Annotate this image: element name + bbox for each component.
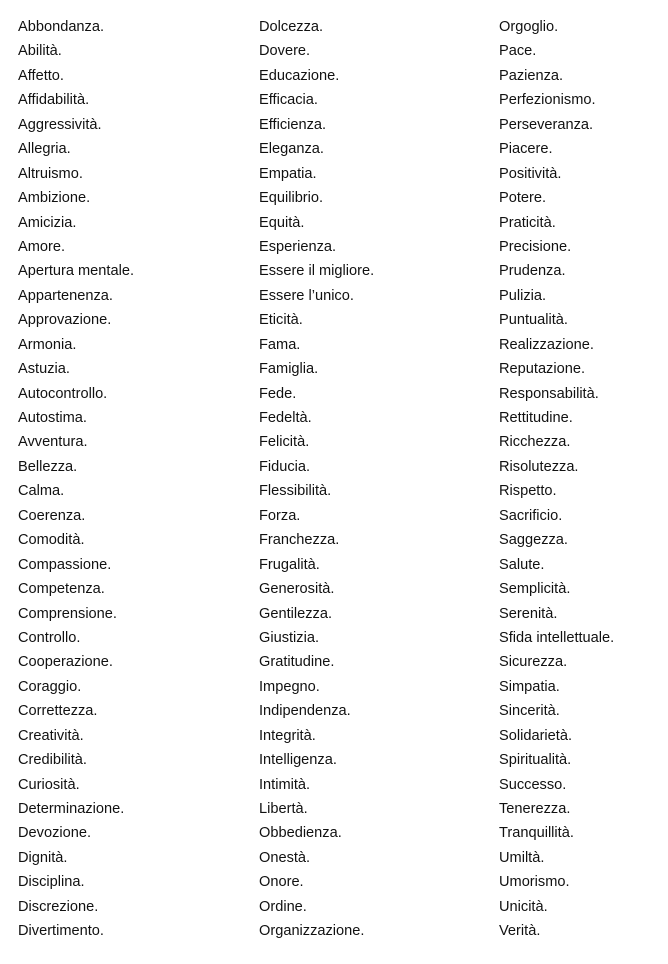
value-word: Orgoglio. — [499, 19, 559, 35]
value-word: Affidabilità. — [18, 92, 90, 109]
value-word: Onore. — [259, 874, 304, 891]
value-word: Ordine. — [259, 898, 307, 915]
value-word: Praticità. — [499, 214, 556, 231]
value-word: Coraggio. — [18, 678, 82, 695]
value-word: Salute. — [499, 556, 545, 573]
value-word: Autostima. — [18, 410, 87, 426]
value-word: Pazienza. — [499, 67, 564, 84]
value-word: Felicità. — [259, 434, 310, 451]
value-word: Libertà. — [259, 801, 308, 817]
value-word: Famiglia. — [259, 361, 319, 378]
value-word: Serenità. — [499, 605, 558, 622]
value-word: Altruismo. — [18, 165, 83, 182]
value-word: Sacrificio. — [499, 507, 563, 524]
value-word: Coerenza. — [18, 507, 86, 524]
value-word: Curiosità. — [18, 776, 80, 793]
value-word: Sincerità. — [499, 703, 560, 720]
value-word: Generosità. — [259, 581, 335, 598]
value-word: Organizzazione. — [259, 923, 365, 940]
value-word: Amicizia. — [18, 214, 77, 231]
value-word: Franchezza. — [259, 532, 340, 549]
value-word: Fama. — [259, 336, 301, 353]
value-word: Rispetto. — [499, 483, 557, 500]
value-word: Unicità. — [499, 898, 548, 915]
value-word: Indipendenza. — [259, 703, 351, 720]
value-word: Efficienza. — [259, 116, 327, 133]
value-word: Devozione. — [18, 825, 92, 842]
value-word: Esperienza. — [259, 238, 337, 255]
value-word: Semplicità. — [499, 581, 571, 598]
value-word: Rettitudine. — [499, 410, 573, 426]
value-word: Onestà. — [259, 849, 311, 866]
value-word: Realizzazione. — [499, 336, 594, 353]
value-word: Equilibrio. — [259, 190, 324, 207]
word-column-1 — [18, 15, 248, 944]
value-word: Pulizia. — [499, 287, 547, 304]
value-word: Spiritualità. — [499, 752, 572, 769]
value-word: Gratitudine. — [259, 654, 335, 671]
value-word: Integrità. — [259, 727, 316, 744]
value-word: Verità. — [499, 923, 541, 940]
value-word: Controllo. — [18, 629, 81, 646]
word-column-3 — [499, 15, 664, 944]
value-word: Fede. — [259, 385, 297, 402]
value-word: Appartenenza. — [18, 287, 113, 304]
value-word: Perfezionismo. — [499, 92, 596, 109]
value-word: Affetto. — [18, 67, 64, 84]
value-word: Puntualità. — [499, 312, 568, 329]
value-word: Umiltà. — [499, 849, 545, 866]
value-word: Gentilezza. — [259, 605, 333, 622]
value-word: Aggressività. — [18, 116, 102, 133]
value-word: Abilità. — [18, 43, 62, 60]
value-word: Perseveranza. — [499, 116, 594, 133]
value-word: Reputazione. — [499, 361, 586, 378]
value-word: Determinazione. — [18, 801, 125, 817]
value-word: Giustizia. — [259, 629, 320, 646]
value-word: Successo. — [499, 776, 567, 793]
value-word: Frugalità. — [259, 556, 320, 573]
value-word: Eticità. — [259, 312, 303, 329]
value-word: Creatività. — [18, 727, 84, 744]
value-word: Fedeltà. — [259, 410, 312, 426]
value-word: Comodità. — [18, 532, 85, 549]
value-word: Armonia. — [18, 336, 77, 353]
value-word: Dolcezza. — [259, 19, 324, 35]
word-column-2 — [259, 15, 489, 944]
value-word: Calma. — [18, 483, 65, 500]
value-word: Tenerezza. — [499, 801, 571, 817]
value-word: Discrezione. — [18, 898, 99, 915]
value-word: Solidarietà. — [499, 727, 573, 744]
value-word: Divertimento. — [18, 923, 104, 940]
value-word: Avventura. — [18, 434, 88, 451]
value-word: Comprensione. — [18, 605, 117, 622]
value-word: Precisione. — [499, 238, 572, 255]
value-word: Intimità. — [259, 776, 311, 793]
value-word: Equità. — [259, 214, 305, 231]
value-word: Flessibilità. — [259, 483, 332, 500]
value-word: Fiducia. — [259, 458, 311, 475]
value-word: Dovere. — [259, 43, 311, 60]
value-word: Tranquillità. — [499, 825, 574, 842]
value-word: Dignità. — [18, 849, 68, 866]
value-word: Compassione. — [18, 556, 112, 573]
value-word: Saggezza. — [499, 532, 568, 549]
value-word: Essere l’unico. — [259, 287, 354, 304]
value-word: Ambizione. — [18, 190, 91, 207]
value-word: Forza. — [259, 507, 301, 524]
value-word: Disciplina. — [18, 874, 85, 891]
value-word: Obbedienza. — [259, 825, 342, 842]
value-word: Piacere. — [499, 141, 553, 158]
value-word: Prudenza. — [499, 263, 566, 280]
value-word: Apertura mentale. — [18, 263, 135, 280]
value-word: Bellezza. — [18, 458, 78, 475]
value-word: Credibilità. — [18, 752, 87, 769]
value-word: Positività. — [499, 165, 562, 182]
value-word: Umorismo. — [499, 874, 570, 891]
value-word: Simpatia. — [499, 678, 560, 695]
value-word: Eleganza. — [259, 141, 324, 158]
value-word: Empatia. — [259, 165, 317, 182]
value-word: Sfida intellettuale. — [499, 629, 615, 646]
value-word: Approvazione. — [18, 312, 112, 329]
value-word: Amore. — [18, 238, 66, 255]
value-word: Allegria. — [18, 141, 71, 158]
value-word: Astuzia. — [18, 361, 70, 378]
value-word: Abbondanza. — [18, 19, 105, 35]
value-word: Risolutezza. — [499, 458, 579, 475]
value-word: Educazione. — [259, 67, 340, 84]
value-word: Potere. — [499, 190, 547, 207]
value-word: Pace. — [499, 43, 537, 60]
value-word: Correttezza. — [18, 703, 98, 720]
value-word: Sicurezza. — [499, 654, 568, 671]
value-word: Ricchezza. — [499, 434, 571, 451]
value-word: Responsabilità. — [499, 385, 599, 402]
value-word: Competenza. — [18, 581, 105, 598]
value-word: Autocontrollo. — [18, 385, 108, 402]
value-word: Cooperazione. — [18, 654, 113, 671]
value-word: Impegno. — [259, 678, 320, 695]
value-word: Intelligenza. — [259, 752, 337, 769]
value-word: Efficacia. — [259, 92, 318, 109]
value-word: Essere il migliore. — [259, 263, 375, 280]
